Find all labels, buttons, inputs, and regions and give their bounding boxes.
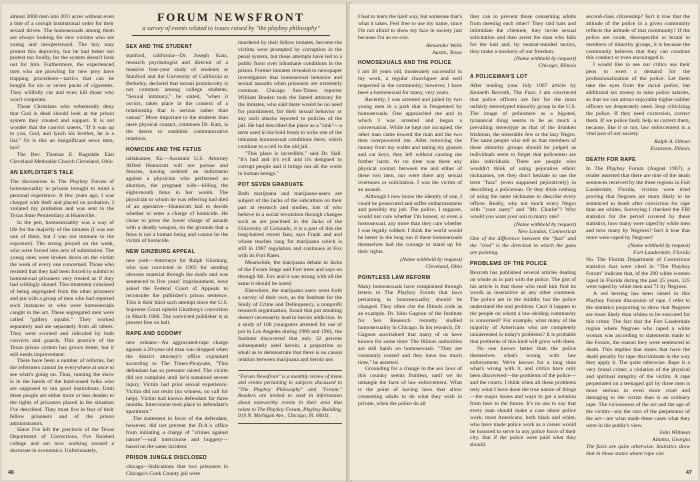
body-paragraph: murdered by their fellow inmates, become the victims were prompted by corruption in the penal system, but these attempts have led to a public furor over inhumane conditions in the prison. Former inmates revealed to newspaper investigators that homosexual behavior and sexual assaults when prisoners are extremely common. Chicago Sun-Times reporter William Braden took the famed attorney for the inmates, who said there would be no need for punishment, for their sexual behavior or any such attacks reported to policies of the jail. He had described the place as a "sink"—a term used in his bold brush to write one of the inhuman homosexual conditions there, which continue to a cell in the old jail. bbox=[238, 40, 342, 150]
signature-place: Chicago, Illinois bbox=[538, 63, 576, 70]
signature-block bbox=[586, 139, 690, 153]
left-c1-paras bbox=[10, 14, 114, 166]
body-paragraph: In The Playboy Forum (August 1967), a reader asserted that there are nine of the death sentences received by the three regions in Fort Lauderdale, Florida, victims were tried proving that Negroes are more likely to be sentenced to death after conviction for rape than are whites. Surveying I checked the FBI statistics for the period covered by these statistics, how many were raped by white men and how many by Negroes? Isn't it true that more were raped by Negroes? bbox=[586, 166, 690, 242]
newsfront-info-box: "Forum Newsfront" is a monthly review of items and events pertaining to subjects discussed in "The Playboy Philosophy" and "Forum." Readers are invited to send in information about noteworthy events in their area that relate to The Playboy Forum, Playboy Building, 919 N. Michigan Ave., Chicago, Ill. 60611. bbox=[238, 370, 342, 424]
page-number-left: 46 bbox=[8, 470, 15, 476]
body-paragraph: Recently, I was arrested and jailed by two young men in a park that is frequented by homosexuals. One approached me and in which I was arrested and began a conversation. While he kept me occupied, the other man came toward the man and the two then overpowered me. After removing the money from my wallet and taking my glasses and car keys, they left without causing me further harm. At no time was there any physical contact between me and either of these two men, nor were there any sexual overtones or solicitation. I was the victim of an assault. bbox=[358, 96, 462, 193]
left-column-3 bbox=[238, 40, 342, 480]
body-paragraph: chicago—Indications that two prisoners in Chicago's Cook County jail were bbox=[126, 463, 228, 477]
body-paragraph: Elsewhere, the marijuana users went forth a survey of their own, as the Institute for the Study of Crime and Delinquency, a nonprofit research organization, found that pot smoking doesn't necessarily lead to heroin addiction. In a study of 106 youngsters arrested for use of pot in Los Angeles during 1960 and 1961, the Institute discovered that only 32 percent subsequently used heroin, a proportion so small as to demonstrate that there is no causal relation between marijuana and heroin use. bbox=[238, 287, 342, 363]
signature-name: (Name withheld by request) bbox=[514, 222, 576, 229]
left-c1-paras2 bbox=[10, 179, 114, 455]
signature-name: (Name withheld by request) bbox=[514, 56, 576, 63]
section-title-homosexuals-police: HOMOSEXUALS AND THE POLICE bbox=[358, 60, 452, 67]
section-title-pot: POT SEVEN GRADUATE bbox=[238, 182, 304, 189]
section-title-ginzburg: NEW GINZBURG APPEAL bbox=[126, 249, 196, 256]
body-paragraph: almost 3000 men into 20½ acres without even a bite of a corrupt institutional order for their sexual drives. The homosexuals among them are always looking for new victims who are young and inexperienced. The boy may protest this depravity, but he had better not protest too loudly, for the system doesn't look out for him. Furthermore, the experienced men who are prowling for new prey have trapping procedures—tactics that can be bought for six or seven packs of cigarettes. They willfully cut and even kill those who won't cooperate. bbox=[10, 14, 114, 103]
left-c3-paras bbox=[238, 40, 342, 178]
signature-block bbox=[470, 56, 576, 70]
masthead bbox=[122, 12, 340, 36]
right-c2-paras bbox=[470, 14, 576, 55]
left-c2-paras3 bbox=[126, 258, 228, 327]
right-c1-paras3 bbox=[358, 284, 462, 408]
right-c3-paras bbox=[586, 14, 690, 138]
signature-name: (Name withheld by request) bbox=[628, 243, 690, 249]
signature-place: Fort Lauderdale, Florida bbox=[633, 249, 690, 256]
left-c2-paras2 bbox=[126, 156, 228, 246]
body-paragraph: The facts are quite otherwise. Statistics show that in those states where rape can bbox=[586, 444, 690, 458]
signature-block bbox=[358, 43, 462, 57]
signature-place: Evanston, Illinois bbox=[650, 146, 690, 153]
body-paragraph: The discussions in The Playboy Forum of homosexuality in prisons brought to mind a personal experience. A few years ago, I was charged with theft and placed on probation. I violated my probation and was sent to the Texas State Penitentiary at Huntsville. bbox=[10, 178, 114, 220]
page-subtitle: a survey of events related to issues raised by "the playboy philosophy" bbox=[142, 25, 320, 32]
signature-name: (Name withheld by request) bbox=[400, 256, 462, 263]
section-title-death-rape: DEATH FOR RAPE bbox=[586, 157, 636, 164]
section-title-sex-student: SEX AND THE STUDENT bbox=[126, 44, 193, 50]
body-paragraph: After reading your July 1967 article by Kenneth Rexroth, The Fuzz, I am convinced that police officers are fair for the most unfairly stereotyped minority group in the U.S. The image of policemen as a bigoted, tyrannical thing seems to be as much a prevailing stereotype as that of the drunken Irishman, the miserable Jew or the lazy Negro. The same people who tell us that members of these minority groups should be judged as individuals seem to forget that policemen are also individuals. There are people who wouldn't think of using pejorative ethnic nicknames, yet they don't hesitate to use the term "fuzz" (even supposed pejoratively) in describing a policeman. Or they think nothing of using the same nickname to describe every officer. Really, why not mock every Negro with "your nasty" and "Mr. Charlie"? Why would you want your son to marry one? bbox=[470, 83, 576, 221]
left-c3-paras2 bbox=[238, 191, 342, 364]
body-paragraph: Grounding for a change in the sex laws of this country seems fruitless, until we do untangle the facts of law enforcement. What is the point of having laws that allow consenting adults to do what they wish in private, when the police do all bbox=[358, 366, 462, 407]
body-paragraph: "This place is incredible," said Dr. Hall. "It's bad and it's evil and it's designed to corrupt people and it brings out all the worst in human beings." bbox=[238, 150, 342, 178]
right-c3-paras2 bbox=[586, 166, 690, 242]
left-page bbox=[2, 4, 348, 480]
signature-name: Alexander Wells bbox=[425, 42, 462, 49]
body-paragraph: I had to learn the hard way, but someone that's what it takes. Feel free to use my name, since I'm not afraid to show my face in society just because I'm an ex-con. bbox=[358, 14, 462, 41]
body-paragraph: The Rev. Thomas E. Ragsdale East Cleveland Methodist Church Cleveland, Ohio bbox=[10, 152, 114, 166]
left-column-1 bbox=[10, 14, 114, 466]
body-paragraph: In the pen, homosexuality was a way of life for the majority of the inmates (I was not one of them, but I was not immune to the exposure). The strong preyed on the weak, who were forced into acts of submission. The young ones were broken down on the victim the weak of every one concerned. Those who resisted that they had been forced to submit to homosexual prisoners very treated as if they had willingly sinned. This treatment consisted of being segregated from the other prisoners and put with a group of men who had reported such instances or who were homosexuals caught in the act. These segregated men were called "gallery squabs." They worked separately and ate separately from all others. They were scorned and ridiculed by both convicts and guards. This practice of the Texas prison system has grown better, but it still needs improvement. bbox=[10, 220, 114, 358]
right-c2-paras4 bbox=[470, 270, 576, 450]
right-c1-paras2 bbox=[358, 69, 462, 255]
left-column-2 bbox=[126, 40, 228, 480]
body-paragraph: A red herring has been raised in this Playboy Forum discussion of rape. I refer to the statistics purporting to show that Negroes are more likely than whites to be executed for this crime. The fact that the Fort Lauderdale region where Negroes who raped a white woman was according to statements made to the Forum, the reason they were sentenced to death. This implies that states that have the death penalty for rape discriminate in the way they apply it. The quite otherwise. Rape is a very brutal crime; a violation of the physical and spiritual integrity of the victim. A rape perpetrated on a teenaged girl by three men is more serious in even more cruel and damaging to the victim than is an ordinary rape. The viciousness of the act and the age of the victim—not the race of the perpetrator of the act—are what made these cases what they were in the public's view. bbox=[586, 291, 690, 429]
signature-name: Ralph A. Olmen bbox=[654, 139, 690, 146]
body-paragraph: I would like to see our critics use their pens to exert a demand for the professionalization of the police. Let them take the eyes from the racial police, but additional tax money to raise police salaries, so that we can attract enjoyable higher-caliber officers we desperately need. Stop criticizing the police. If they need correction, correct them. If we police fault, help us correct them, because, like it or not, law enforcement is a vital part of our society. bbox=[586, 62, 690, 138]
body-paragraph: Meanwhile, the marijuana debate in Jacks of the Forum Stage and Fort trees and says on through Mr. Fox and it was strong with all the same it should be noted. bbox=[238, 260, 342, 287]
body-paragraph: No one knows better than the police themselves what's wrong with law enforcement. We're known for a long time what's wrong with it, and critics have only been discovered—the problems of the police—and the courts. I think when all these problems only what I have done the true nature of things—the major issues and ways to get a solution from here to the future. It's no use to say that every man should make a case about police work; most Americans, both black and white, who have made police work as a career would be honored to serve in any police force of their city, that if the police were paid what they should. bbox=[470, 345, 576, 449]
body-paragraph: second-class citizenship? Isn't it true that the attitude of the police in a given community reflects the attitude of that community? If the police are crude, disrespectful or brutal to members of minority groups, it is because the community believes that they can condone this conduct or even encouraged it. bbox=[586, 14, 690, 62]
body-paragraph: One of the difference between the "fuzz" and the "clod" is the direction in which the guns are pointing. bbox=[470, 236, 576, 256]
right-c2-paras3 bbox=[470, 236, 576, 257]
left-c2-paras bbox=[126, 53, 228, 143]
body-paragraph: The statement in favor of the defendant, however, did not prevent the D.A.'s office from initiating a charge of "crimes against nature"—oral intercourse and buggery—based on the same incident. bbox=[126, 416, 228, 450]
signature-block bbox=[470, 222, 576, 236]
signature-place: Austin, Texas bbox=[432, 49, 462, 56]
right-page bbox=[350, 4, 698, 480]
body-paragraph: tallahassee, fla.—Assistant U.S. Attorney Alfred Hunnicutt will not pursue and Stearns, having ordered an indictment against a physician who performed an abortion, the pregnant wife—killing the eight-month fetus in her womb. The physician to whom he was referring had died of an operative—Hunnicutt had to decide whether to enter a charge of homicide. He chose to press the lower charge of assault with a deadly weapon, on the grounds that a fetus is not a human being and cannot be the victim of homicide. bbox=[126, 155, 228, 245]
body-paragraph: they can to prevent those consenting adults from meeting each other? They raid bars and intimidate the clientele, they invite sexual solicitation and then arrest the man who falls for the bait and, by neutral-minded tactics, they make a mockery of our freedom. bbox=[470, 14, 576, 55]
section-title-exploiters-tale: AN EXPLOITER'S TALE bbox=[10, 169, 74, 176]
right-c1-paras bbox=[358, 14, 462, 42]
signature-block bbox=[586, 430, 690, 444]
body-paragraph: Since I've left the precincts of the Texas Department of Corrections, I've finished college and am now working toward a doctorate in economics. Unfortunately, bbox=[10, 427, 114, 455]
section-title-policemans-lot: A POLICEMAN'S LOT bbox=[470, 74, 528, 81]
right-c3-paras3 bbox=[586, 257, 690, 430]
body-paragraph: stanford, california—Dr. Joseph Katz, research psychologist and director of a massive four-year study of students at Stanford and the University of California at Berkeley, declared that sexual promiscuity is not common among college students. "Sexual intimacy," he stated, "when it occurs, takes place in the context of a relationship that is serious rather than casual." More important to the students than mere physical contact, continues Dr. Katz, is the desire to establish communicative relations. bbox=[126, 52, 228, 142]
signature-place: Atlanta, Georgia bbox=[652, 437, 690, 444]
body-paragraph: Both marijuana and marijuana-users are subject of the Jacks of the subculture on their part at research and studies, lots of who believe in a social revolution through changes such as are practised in the Jacks of the University of Colorado, it is a part of this the long-haired recent fans, says Frank and and whose teaches rang for marijuana which is still in 1967 regulation and continues at Fox with its Fort Rates. bbox=[238, 191, 342, 260]
body-paragraph: These Christians who vehemently deny that God is dead should look at the prison system they created and support. It is not wonder that the convict sneers, "If it was up to you, God, and lynch his brother, he is a liar." Or is this an insignificant news item, too? bbox=[10, 103, 114, 152]
signature-block bbox=[358, 257, 462, 271]
section-title-problems-police: PROBLEMS OF THE POLICE bbox=[470, 260, 548, 267]
body-paragraph: new york—Attorneys for Ralph Ginzburg, who was convicted in 1963 for sending obscene material through the mails and was sentenced to five years' imprisonment, have asked the Federal Court of Appeals to reconsider the publisher's prison sentence. This is their third such attempt since the U.S. Supreme Court upheld Ginzburg's conviction in March 1966. The convicted publisher is at present free on bail. bbox=[126, 258, 228, 327]
section-title-rape-sodomy: RAPE AND SODOMY bbox=[126, 331, 182, 338]
right-column-3 bbox=[586, 14, 690, 466]
body-paragraph: Rexroth has published several articles dealing on whole as in part with the police. The gist of his article is that those who read him find its words as insensitive as any other comment. The police are in the middle; but the police understand the real problem. Can't it happen to the people on whom a law-abiding community is concerned? For example, what many of the majority of Americans who are completely uninterested in today's problems? It is probable that problems of this kind will grow with them. bbox=[470, 269, 576, 345]
left-c2-paras5 bbox=[126, 464, 228, 478]
body-paragraph: Although I now know the identity of one, I could be prosecuted and suffer embarrassment and possibly my job. The police, I suppose, would not care whether I'm honest, or even a homosexual, any more than they care whether I was legally robbed. I think the world would be better in the long run if these homosexuals themselves had the courage to stand up for their rights. bbox=[358, 193, 462, 255]
body-paragraph: I am 38 years old, moderately successful in my work, a regular churchgoer and well respected in the community; however, I have been a homosexual for many, very years. bbox=[358, 69, 462, 97]
right-c3-paras4 bbox=[586, 444, 690, 458]
signature-place: New London, Connecticut bbox=[517, 229, 576, 236]
page-number-right: 47 bbox=[685, 470, 692, 476]
right-c2-paras2 bbox=[470, 83, 576, 221]
signature-name: John Wiltman bbox=[659, 430, 690, 437]
body-paragraph: new orleans—An aggravated-rape charge against a 20-year-old man was dropped when the district attorney's office explained according to The Times-Picayune, "This defendant has so pressure raised. The victim did not complain until he'd sustained severe injury. Victim had prior sexual experience. Victim did not resist (no witness, no call for help). Victim had known defendant for three months. Intercourse took place in defendant's apartment." bbox=[126, 340, 228, 416]
section-title-prison-jungle: PRISON JUNGLE DISCLOSED bbox=[126, 454, 207, 461]
signature-block bbox=[586, 243, 690, 257]
section-title-homicide: HOMICIDE AND THE FETUS bbox=[126, 146, 202, 153]
body-paragraph: There have been a number of reforms, but the reformers cannot be everywhere at once to see what's going on. Thus, running the show is in the hands of the hard-nosed folks who are supposed to run good institutions. Until these people are either more or less deaden to the rights of prisoners placed in the situation I've described. They must live in fear of their fellow prisoners and of the prison administrators. bbox=[10, 358, 114, 427]
body-paragraph: Many homosexuals have complained through letters to The Playboy Forum that laws pertaining to homosexuality should be changed. They often cite the Illinois code as an example. Dr. John Gagnon of the Institute for Sex Research recently studied homosexuality in Chicago. In his research, Dr. Gagnon ascertained that many of us have known for some time: The Illinois authorities are still harsh on homosexuals. "They are constantly roused and they have too much time," he asserted. bbox=[358, 283, 462, 366]
right-column-2 bbox=[470, 14, 576, 466]
signature-place: Cleveland, Ohio bbox=[425, 263, 462, 270]
right-column-1 bbox=[358, 14, 462, 466]
section-title-pointless-law: POINTLESS LAW REFORM bbox=[358, 274, 431, 281]
left-c2-paras4 bbox=[126, 340, 228, 451]
masthead-rule bbox=[132, 35, 330, 36]
page-title: FORUM NEWSFRONT bbox=[157, 12, 305, 24]
body-paragraph: No. The Florida Department of Corrections statistics that were cited in "The Playboy Forum" indicate that, of the 200 white women raped in Florida during the past 25 years, 125 were raped by white men and 71 by Negroes. bbox=[586, 256, 690, 291]
